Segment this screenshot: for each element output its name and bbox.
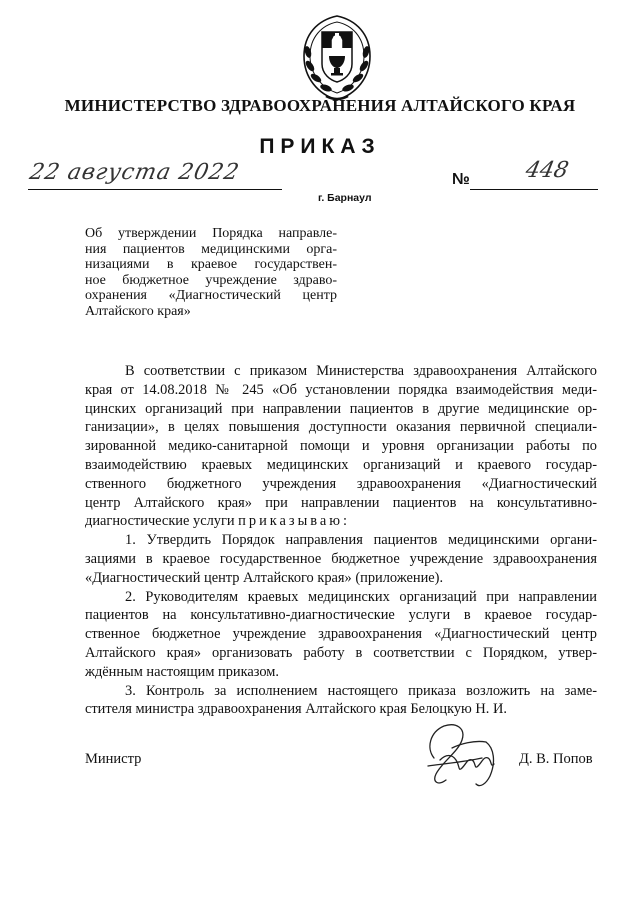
subject-line: охранения «Диагностический центр — [85, 288, 337, 303]
item-2-line: 2. Руководителям краевых медицинских организаций при направлении — [125, 588, 597, 605]
item-2-line: Алтайского края» организовать работу в соответствии с Порядком, утвер- — [85, 644, 597, 661]
body-line: В соответствии с приказом Министерства здравоохранения Алтайского — [125, 363, 597, 379]
order-word: приказываю: — [238, 513, 351, 530]
body-line: диагностические услуги — [85, 513, 235, 530]
signatory-position: Министр — [85, 751, 142, 767]
order-subject — [85, 226, 337, 319]
subject-line: ное бюджетное учреждение здраво- — [85, 272, 337, 288]
item-2-line: ственное бюджетное учреждение здравоохранения «Диагностический центр — [85, 626, 597, 643]
body-line: цинских организаций при направлении пациентов в другие медицинские ор- — [85, 400, 597, 417]
item-2-line: пациентов на консультативно-диагностические услуги в краевое государ- — [85, 607, 597, 624]
handwritten-number: 448 — [523, 158, 571, 183]
item-1-line: 1. Утвердить Порядок направления пациентов медицинскими органи- — [125, 532, 597, 549]
date-underline — [28, 189, 282, 190]
subject-line: Алтайского края» — [85, 303, 191, 319]
number-label: № — [452, 171, 470, 188]
body-line: ственного бюджетного учреждения здравоохранения «Диагностический — [85, 475, 597, 492]
body-line: зированной медико-санитарной помощи и уровня организации работы по — [85, 438, 597, 455]
item-2-line: ждённым настоящим приказом. — [85, 663, 280, 680]
handwritten-date: 22 августа 2022 — [27, 160, 242, 185]
item-3-line: стителя министра здравоохранения Алтайского края Белоцкую Н. И. — [85, 701, 507, 718]
order-body — [85, 362, 597, 719]
item-1-line: «Диагностический центр Алтайского края» (приложение). — [85, 569, 444, 586]
order-title: ПРИКАЗ — [259, 135, 381, 158]
body-line: края от 14.08.2018 № 245 «Об установлении порядка взаимодействия меди- — [85, 381, 597, 398]
subject-line: низациями в краевое государствен- — [85, 257, 337, 272]
subject-line: ния пациентов медицинскими орга- — [85, 241, 337, 257]
handwritten-signature-icon — [416, 718, 508, 792]
city-label: г. Барнаул — [318, 192, 372, 204]
body-line: ганизации», в целях повышения доступности оказания первичной специали- — [85, 419, 597, 436]
ministry-name: МИНИСТЕРСТВО ЗДРАВООХРАНЕНИЯ АЛТАЙСКОГО КРАЯ — [64, 96, 576, 115]
body-line: взаимодействию краевых медицинских организаций и краевого государ- — [85, 456, 597, 473]
item-1-line: зациями в краевое государственное бюджетное учреждение здравоохранения — [85, 550, 597, 567]
item-3-line: 3. Контроль за исполнением настоящего приказа возложить на заме- — [125, 682, 597, 699]
body-line-final — [85, 512, 597, 531]
coat-of-arms-emblem — [296, 12, 378, 104]
body-line: центр Алтайского края» при направлении пациентов на консультативно- — [85, 494, 597, 511]
subject-line: Об утверждении Порядка направле- — [85, 226, 337, 241]
signatory-name: Д. В. Попов — [519, 751, 593, 767]
number-underline — [470, 189, 598, 190]
